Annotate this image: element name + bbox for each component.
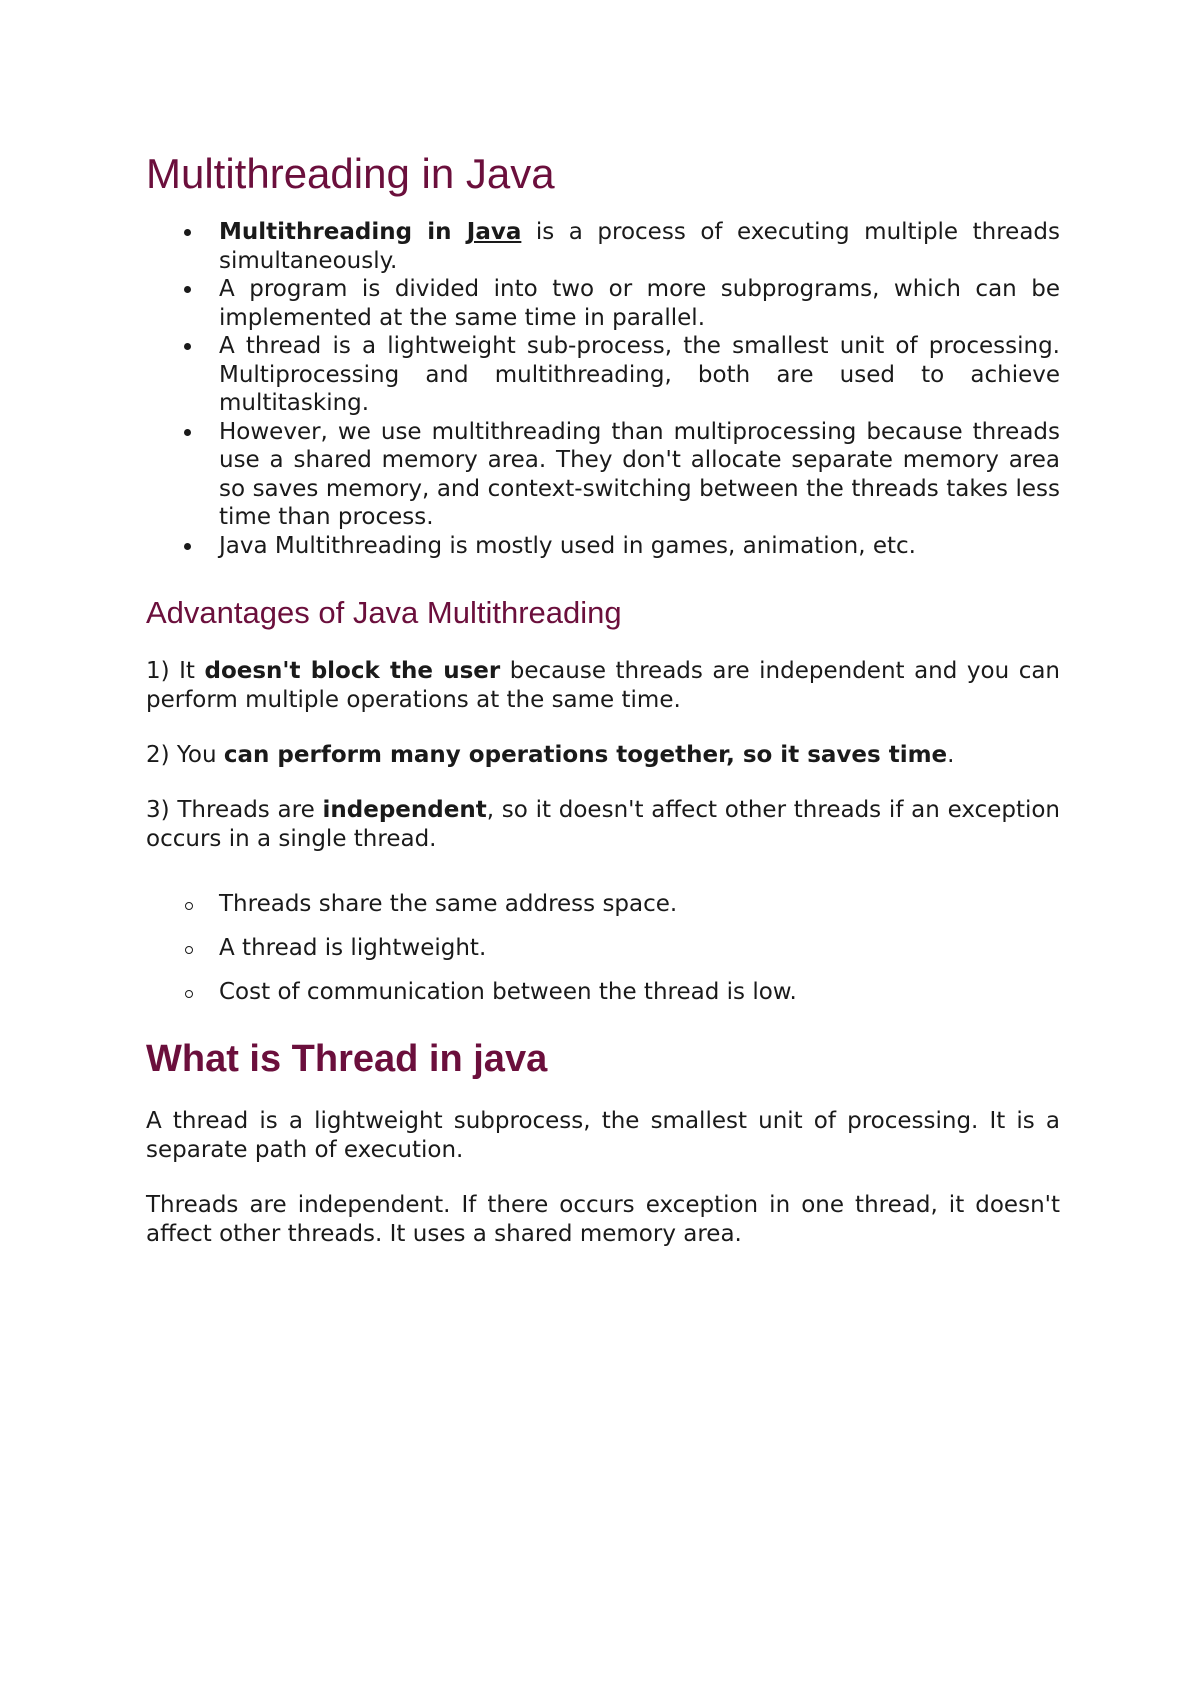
bullet-icon [184,286,191,293]
list-item [146,418,1060,532]
list-item [146,934,1060,963]
paragraph-text: 3) Threads are [146,797,323,824]
list-item-text: Java Multithreading is mostly used in games, animation, etc. [219,532,916,559]
advantage-paragraph-1 [146,657,1060,715]
page-title: Multithreading in Java [146,150,555,197]
circle-bullet-icon [185,990,193,998]
list-item [146,218,1060,275]
list-item [146,978,1060,1007]
paragraph-text: . [947,742,955,769]
advantage-paragraph-2 [146,741,1060,770]
bullet-icon [184,543,191,550]
list-item [146,890,1060,919]
bold-text: Multithreading in [219,219,467,246]
bullet-icon [184,429,191,436]
list-item-text: A program is divided into two or more subprograms, which can be implemented at the same time in parallel. [219,276,1060,331]
thread-section-heading: What is Thread in java [146,1038,548,1081]
list-item [146,332,1060,418]
circle-bullet-icon [185,902,193,910]
sub-bullet-list [146,890,1060,1007]
advantages-heading: Advantages of Java Multithreading [146,595,622,631]
bullet-icon [184,343,191,350]
list-item-text: Threads share the same address space. [219,891,678,918]
list-item [146,532,1060,561]
list-item [146,275,1060,332]
paragraph-text: because threads are independent and you can perform multiple operations at the same time. [146,658,1061,714]
list-item-text: is a process of executing multiple threads simultaneously. [219,219,1060,274]
list-item-text: However, we use multithreading than multiprocessing because threads use a shared memory area. They don't allocate separate memory area so saves memory, and context-switching between the threads takes less time than process. [219,418,1060,531]
circle-bullet-icon [185,946,193,954]
bullet-icon [184,229,191,236]
list-item-text: A thread is a lightweight sub-process, the smallest unit of processing. Multiprocessing and multithreading, both are used to achieve multitasking. [219,333,1060,417]
document-page [146,150,1060,1275]
paragraph-text: , so it doesn't affect other threads if an exception occurs in a single thread. [146,797,1061,853]
paragraph-text: 2) You [146,742,224,769]
paragraph-text: 1) It [146,658,205,685]
intro-bullet-list [146,218,1060,560]
list-item-text: A thread is lightweight. [219,935,487,962]
thread-paragraph-1: A thread is a lightweight subprocess, the smallest unit of processing. It is a separate path of execution. [146,1108,1060,1164]
bold-text: doesn't block the user [204,658,501,685]
java-link[interactable]: Java [466,219,522,246]
bold-text: independent [322,797,487,824]
thread-paragraph-2: Threads are independent. If there occurs exception in one thread, it doesn't affect other threads. It uses a shared memory area. [146,1192,1060,1248]
list-item-text: Cost of communication between the thread is low. [219,979,797,1006]
advantage-paragraph-3 [146,796,1060,854]
bold-text: can perform many operations together, so it saves time [223,742,948,769]
